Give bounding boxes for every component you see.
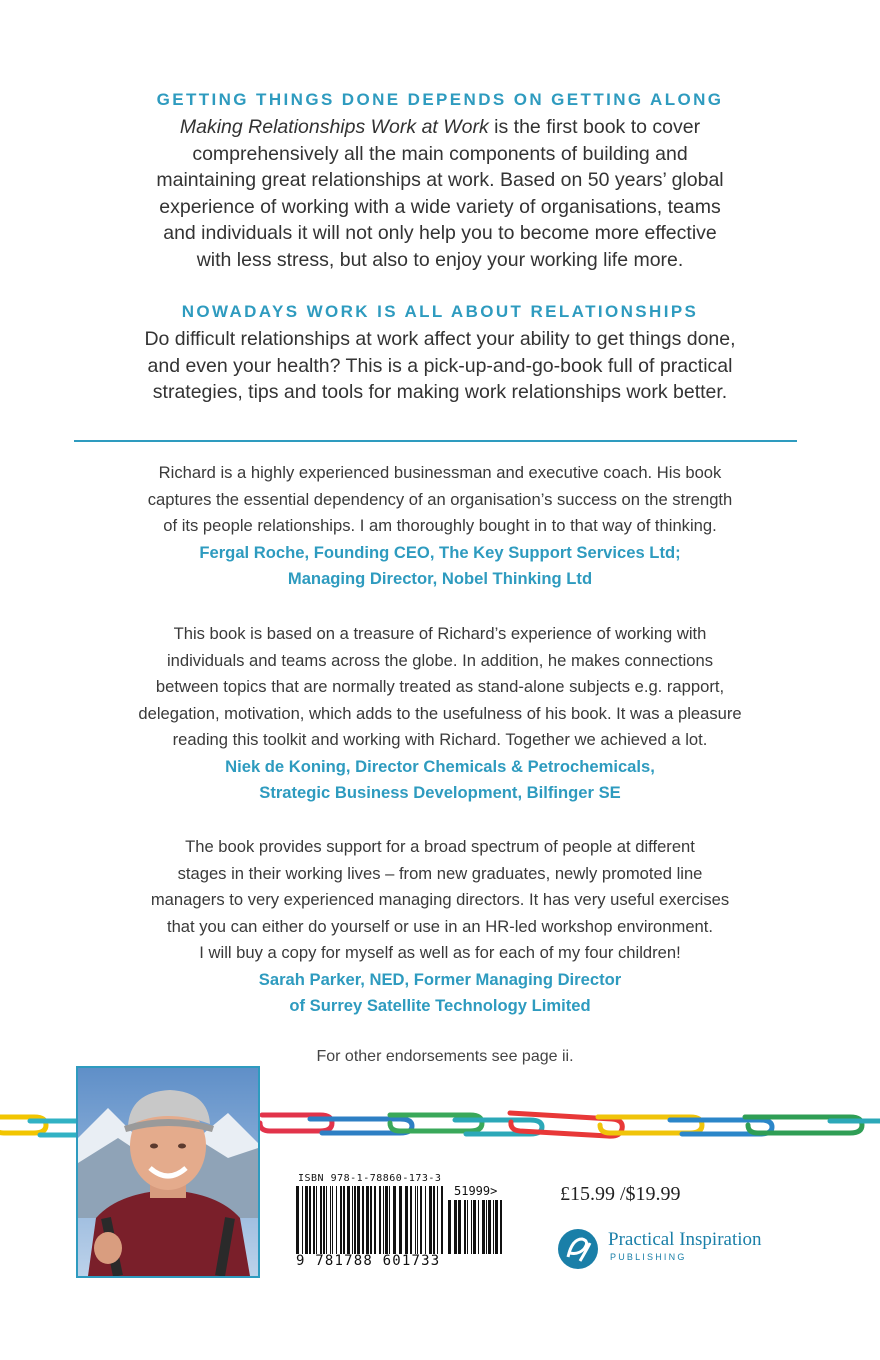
quote-line: of its people relationships. I am thoroughly bought in to that way of thinking.	[163, 516, 717, 535]
barcode-number: 9 781788 601733	[296, 1253, 441, 1269]
barcode-bar	[454, 1200, 457, 1254]
barcode-bar	[302, 1186, 303, 1254]
section1-line	[0, 114, 880, 141]
barcode-bar	[433, 1186, 435, 1254]
barcode-bar	[441, 1186, 443, 1254]
barcode-bar	[488, 1200, 491, 1254]
book-title: Making Relationships Work at Work	[179, 116, 489, 138]
barcode-bar	[305, 1186, 308, 1254]
barcode-bar	[374, 1186, 376, 1254]
barcode-bar	[370, 1186, 372, 1254]
barcode-bar	[383, 1186, 384, 1254]
section1-line: and individuals it will not only help you to become more effective	[163, 222, 717, 244]
publisher-logo	[556, 1225, 796, 1275]
quote-line: stages in their working lives – from new graduates, newly promoted line	[177, 863, 703, 883]
attribution-line: Niek de Koning, Director Chemicals & Petrochemicals,	[225, 756, 655, 776]
other-endorsements-text: For other endorsements see page ii.	[316, 1048, 574, 1065]
barcode-bar	[313, 1186, 315, 1254]
attribution-line: of Surrey Satellite Technology Limited	[289, 996, 591, 1015]
quote-line: This book is based on a treasure of Richard’s experience of working with	[173, 624, 707, 643]
barcode-bar	[458, 1200, 461, 1254]
section2-line: strategies, tips and tools for making work relationships work better.	[152, 381, 728, 403]
barcode-bar	[340, 1186, 342, 1254]
barcode-bar	[332, 1186, 333, 1254]
quote-line: I will buy a copy for myself as well as for each of my four children!	[199, 943, 681, 962]
section1-line1-rest: is the first book to cover	[488, 116, 701, 138]
section1-line: maintaining great relationships at work. Based on 50 years’ global	[156, 169, 724, 191]
barcode-bar	[343, 1186, 345, 1254]
quote-line: between topics that are normally treated as stand-alone subjects e.g. rapport,	[155, 677, 725, 696]
quote-line: The book provides support for a broad spectrum of people at different	[185, 837, 695, 856]
section2-line: Do difficult relationships at work affect your ability to get things done,	[144, 328, 736, 350]
attribution-line: Strategic Business Development, Bilfinger SE	[259, 783, 621, 802]
barcode-bar	[429, 1186, 432, 1254]
barcode-bar	[316, 1186, 317, 1254]
barcode-bar	[320, 1186, 322, 1254]
barcode-bar	[326, 1186, 327, 1254]
section1-line: with less stress, but also to enjoy your working life more.	[196, 248, 684, 271]
section2-body	[0, 326, 880, 406]
barcode-bar	[389, 1186, 390, 1254]
barcode-bar	[393, 1186, 396, 1254]
price: £15.99 /$19.99	[560, 1183, 681, 1205]
barcode-bar	[471, 1200, 472, 1254]
section1-heading: GETTING THINGS DONE DEPENDS ON GETTING ALONG	[156, 90, 724, 109]
barcode-bar	[417, 1186, 418, 1254]
author-photo	[76, 1066, 260, 1278]
endorsement-3	[0, 834, 880, 1020]
attribution-line: Managing Director, Nobel Thinking Ltd	[287, 569, 593, 588]
endorsement-2	[0, 621, 880, 807]
barcode-bar	[410, 1186, 412, 1254]
barcode-bar	[405, 1186, 408, 1254]
barcode-bar	[448, 1200, 451, 1254]
quote-line: reading this toolkit and working with Richard. Together we achieved a lot.	[172, 730, 708, 749]
quote-line: delegation, motivation, which adds to the usefulness of his book. It was a pleasure	[138, 703, 742, 723]
attribution-line: Sarah Parker, NED, Former Managing Director	[258, 969, 622, 989]
section2-line: and even your health? This is a pick-up-and-go-book full of practical	[147, 354, 733, 377]
barcode-bar	[500, 1200, 502, 1254]
divider-line	[74, 440, 797, 442]
barcode-bar	[495, 1200, 498, 1254]
quote-line: captures the essential dependency of an organisation’s success on the strength	[147, 489, 733, 509]
section2-heading: NOWADAYS WORK IS ALL ABOUT RELATIONSHIPS	[181, 302, 699, 321]
quote-line: managers to very experienced managing directors. It has very useful exercises	[150, 890, 730, 909]
barcode-bar	[336, 1186, 337, 1254]
isbn-barcode	[294, 1170, 524, 1275]
publisher-emblem-icon	[556, 1227, 600, 1271]
barcode-bar	[379, 1186, 381, 1254]
barcode-bar	[354, 1186, 356, 1254]
barcode-bar	[478, 1200, 479, 1254]
barcode-bar	[296, 1186, 299, 1254]
barcode-bar	[425, 1186, 426, 1254]
barcode-bar	[357, 1186, 360, 1254]
section1-line: experience of working with a wide variety of organisations, teams	[159, 195, 721, 218]
publisher-subtitle: PUBLISHING	[610, 1252, 687, 1262]
endorsement-1	[0, 460, 880, 593]
barcode-bar	[347, 1186, 350, 1254]
barcode-price-code: 51999>	[454, 1184, 498, 1198]
barcode-bar	[415, 1186, 416, 1254]
barcode-bar	[362, 1186, 364, 1254]
barcode-bar	[467, 1200, 468, 1254]
barcode-addon-bars	[448, 1200, 503, 1254]
barcode-bar	[330, 1186, 331, 1254]
barcode-bar	[309, 1186, 311, 1254]
quote-line: Richard is a highly experienced businessman and executive coach. His book	[158, 463, 722, 482]
barcode-bar	[352, 1186, 353, 1254]
barcode-bar	[420, 1186, 422, 1254]
barcode-bar	[385, 1186, 388, 1254]
other-endorsements-note	[0, 1048, 880, 1066]
publisher-name: Practical Inspiration	[608, 1229, 762, 1250]
barcode-bar	[366, 1186, 369, 1254]
barcode-bar	[486, 1200, 487, 1254]
section1-line: comprehensively all the main components of building and	[192, 142, 688, 165]
barcode-bar	[493, 1200, 494, 1254]
quote-line: that you can either do yourself or use in an HR-led workshop environment.	[166, 916, 714, 936]
barcode-bar	[323, 1186, 325, 1254]
quote-line: individuals and teams across the globe. In addition, he makes connections	[166, 650, 714, 670]
barcode-bars	[296, 1186, 446, 1254]
attribution-line: Fergal Roche, Founding CEO, The Key Support Services Ltd;	[199, 542, 681, 562]
barcode-bar	[473, 1200, 476, 1254]
barcode-bar	[482, 1200, 485, 1254]
section1-body	[0, 114, 880, 273]
isbn-text: ISBN 978-1-78860-173-3	[298, 1173, 442, 1184]
barcode-bar	[464, 1200, 466, 1254]
barcode-bar	[399, 1186, 402, 1254]
barcode-bar	[437, 1186, 438, 1254]
